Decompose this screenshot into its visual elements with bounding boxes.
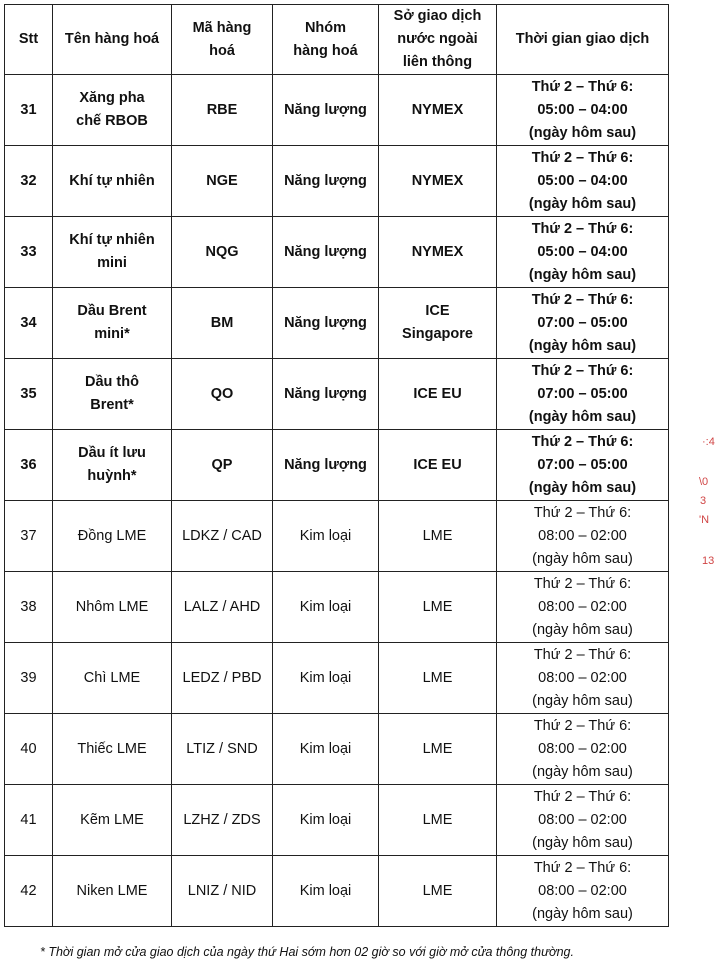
cell-exchange: ICE Singapore [379,288,497,359]
margin-mark: 'N [699,514,710,526]
cell-stt: 42 [5,856,53,927]
trading-time-line: 05:00 – 04:00 [537,243,628,260]
cell-name: Đồng LME [53,501,172,572]
cell-trading-time [497,288,669,359]
cell-stt: 36 [5,430,53,501]
cell-group: Kim loại [273,572,379,643]
cell-group: Kim loại [273,856,379,927]
cell-exchange: LME [379,501,497,572]
trading-time-line: 08:00 – 02:00 [538,882,627,899]
cell-exchange: LME [379,572,497,643]
trading-time-line: 08:00 – 02:00 [538,811,627,828]
trading-time-line: 05:00 – 04:00 [537,101,628,118]
trading-time-line: 08:00 – 02:00 [538,527,627,544]
cell-exchange: NYMEX [379,217,497,288]
header-exchange: Sở giao dịch nước ngoài liên thông [379,5,497,75]
cell-trading-time [497,146,669,217]
trading-time-line: Thứ 2 – Thứ 6: [533,504,632,521]
trading-time-line: Thứ 2 – Thứ 6: [531,78,634,95]
table-row [5,288,669,359]
margin-mark: ·:4 [702,436,715,448]
trading-time-line: Thứ 2 – Thứ 6: [531,433,634,450]
cell-stt: 40 [5,714,53,785]
header-name: Tên hàng hoá [53,5,172,75]
trading-time-line: (ngày hôm sau) [528,479,637,496]
trading-time-line: (ngày hôm sau) [528,124,637,141]
trading-time-line: (ngày hôm sau) [528,195,637,212]
cell-name: Dầu thô Brent* [53,359,172,430]
table-row [5,217,669,288]
trading-time-line: (ngày hôm sau) [528,408,637,425]
trading-time-line: Thứ 2 – Thứ 6: [531,149,634,166]
trading-time-line: 08:00 – 02:00 [538,598,627,615]
trading-time-line: Thứ 2 – Thứ 6: [533,646,632,663]
trading-time-line: (ngày hôm sau) [532,692,633,709]
table-row [5,785,669,856]
cell-exchange: LME [379,785,497,856]
footnote: * Thời gian mở cửa giao dịch của ngày thứ Hai sớm hơn 02 giờ so với giờ mở cửa thông thường. [40,945,574,959]
table-row [5,856,669,927]
cell-group: Năng lượng [273,288,379,359]
trading-time-line: 07:00 – 05:00 [537,385,628,402]
cell-exchange: NYMEX [379,146,497,217]
trading-time-line: (ngày hôm sau) [532,621,633,638]
cell-name: Khí tự nhiên mini [53,217,172,288]
cell-name: Niken LME [53,856,172,927]
trading-time-line: 08:00 – 02:00 [538,669,627,686]
trading-time-line: Thứ 2 – Thứ 6: [531,291,634,308]
cell-code: LALZ / AHD [172,572,273,643]
trading-time-line: (ngày hôm sau) [532,834,633,851]
cell-name: Xăng pha chế RBOB [53,75,172,146]
cell-stt: 33 [5,217,53,288]
margin-mark: 3 [700,495,707,507]
cell-code: LDKZ / CAD [172,501,273,572]
trading-time-line: Thứ 2 – Thứ 6: [531,220,634,237]
cell-code: RBE [172,75,273,146]
cell-group: Kim loại [273,501,379,572]
cell-stt: 37 [5,501,53,572]
cell-group: Kim loại [273,714,379,785]
cell-stt: 31 [5,75,53,146]
cell-code: LZHZ / ZDS [172,785,273,856]
cell-code: NQG [172,217,273,288]
commodity-trading-table [4,4,669,927]
cell-group: Năng lượng [273,430,379,501]
trading-time-line: Thứ 2 – Thứ 6: [533,717,632,734]
cell-stt: 41 [5,785,53,856]
trading-time-line: (ngày hôm sau) [528,266,637,283]
cell-stt: 32 [5,146,53,217]
cell-code: NGE [172,146,273,217]
table-row [5,75,669,146]
trading-time-line: Thứ 2 – Thứ 6: [531,362,634,379]
table-row [5,714,669,785]
trading-time-line: (ngày hôm sau) [528,337,637,354]
cell-code: LEDZ / PBD [172,643,273,714]
cell-exchange: LME [379,714,497,785]
header-group: Nhóm hàng hoá [273,5,379,75]
cell-trading-time [497,714,669,785]
header-stt: Stt [5,5,53,75]
cell-trading-time [497,501,669,572]
cell-stt: 34 [5,288,53,359]
cell-group: Năng lượng [273,146,379,217]
cell-name: Kẽm LME [53,785,172,856]
trading-time-line: 07:00 – 05:00 [537,456,628,473]
table-row [5,430,669,501]
cell-exchange: LME [379,856,497,927]
trading-time-line: 07:00 – 05:00 [537,314,628,331]
cell-trading-time [497,217,669,288]
cell-code: LNIZ / NID [172,856,273,927]
table-row [5,146,669,217]
table-body [5,75,669,927]
cell-exchange: LME [379,643,497,714]
trading-time-line: (ngày hôm sau) [532,550,633,567]
cell-exchange: ICE EU [379,359,497,430]
trading-time-line: (ngày hôm sau) [532,905,633,922]
trading-time-line: (ngày hôm sau) [532,763,633,780]
cell-group: Kim loại [273,643,379,714]
table-row [5,359,669,430]
trading-time-line: Thứ 2 – Thứ 6: [533,788,632,805]
cell-group: Năng lượng [273,75,379,146]
table-row [5,572,669,643]
cell-group: Kim loại [273,785,379,856]
cell-stt: 35 [5,359,53,430]
cell-trading-time [497,430,669,501]
trading-time-line: 05:00 – 04:00 [537,172,628,189]
table-row [5,643,669,714]
cell-exchange: ICE EU [379,430,497,501]
header-code: Mã hàng hoá [172,5,273,75]
header-time: Thời gian giao dịch [497,5,669,75]
cell-exchange: NYMEX [379,75,497,146]
trading-time-line: Thứ 2 – Thứ 6: [533,859,632,876]
cell-group: Năng lượng [273,359,379,430]
cell-name: Khí tự nhiên [53,146,172,217]
cell-trading-time [497,75,669,146]
table-row [5,501,669,572]
cell-code: LTIZ / SND [172,714,273,785]
cell-name: Dầu Brent mini* [53,288,172,359]
cell-stt: 38 [5,572,53,643]
cell-name: Dầu ít lưu huỳnh* [53,430,172,501]
cell-group: Năng lượng [273,217,379,288]
cell-trading-time [497,643,669,714]
cell-code: QO [172,359,273,430]
cell-trading-time [497,856,669,927]
cell-name: Chì LME [53,643,172,714]
cell-code: BM [172,288,273,359]
cell-code: QP [172,430,273,501]
trading-time-line: Thứ 2 – Thứ 6: [533,575,632,592]
margin-mark: 13 [702,555,715,567]
cell-name: Nhôm LME [53,572,172,643]
cell-trading-time [497,572,669,643]
cell-trading-time [497,785,669,856]
trading-time-line: 08:00 – 02:00 [538,740,627,757]
cell-trading-time [497,359,669,430]
header-row [5,5,669,75]
cell-stt: 39 [5,643,53,714]
cell-name: Thiếc LME [53,714,172,785]
margin-mark: \0 [699,476,709,488]
